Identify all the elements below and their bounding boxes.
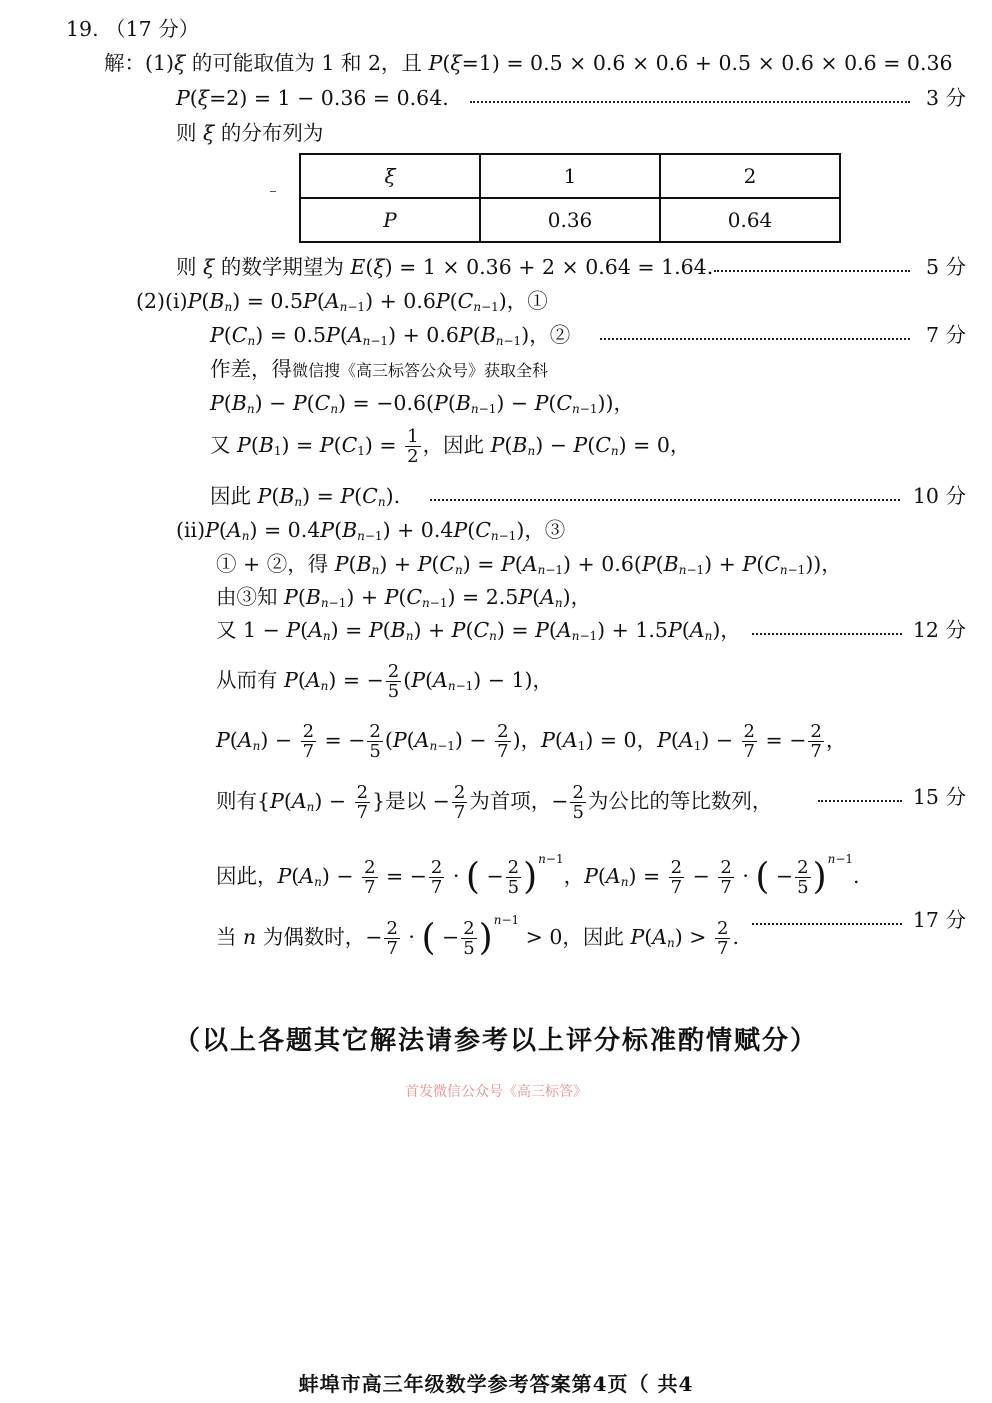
diff-line (210, 355, 548, 385)
text-mid: 为首项， (469, 789, 552, 813)
score-leader-dots (600, 338, 910, 340)
part1-line1: 解：(1)ξ 的可能取值为 1 和 2，且 P(ξ=1) = 0.5 × 0.6 × 0.6 + 0.5 × 0.6 × 0.6 = 0.36 (104, 51, 953, 75)
fraction: $\frac{2}{5}$ (387, 661, 400, 702)
fraction: $\frac{2}{7}$ (302, 721, 315, 762)
distribution-table (299, 153, 841, 243)
text-lead: 又 1 − (216, 618, 287, 642)
know-line: 由③知 $P(B_{n-1}) + P(C_{n-1}) = 2.5P(A_n)$， (216, 585, 592, 610)
text-lead: 因此， (216, 864, 278, 888)
fraction: $\frac{2}{5}$ (797, 857, 809, 898)
expectation-text: 的数学期望为 (220, 255, 351, 279)
part2-ii-lead: (ii) (176, 518, 206, 542)
eq-mark: ，① (506, 289, 548, 313)
text-lead: 由③知 (216, 585, 285, 609)
hence-line: 因此 $P(B_n) = P(C_n)$. (210, 484, 401, 509)
text-lead: 则 (176, 121, 197, 145)
text-lead: 则有 (216, 789, 257, 813)
bottom-watermark: 首发微信公众号《高三标答》 (405, 1084, 587, 1100)
problem-points: （17 分） (105, 17, 200, 41)
eq-mark: ，③ (524, 518, 566, 542)
part1-line3: 则 ξ 的分布列为 (176, 121, 324, 145)
eq2: $P(C_n) = 0.5P(A_{n-1}) + 0.6P(B_{n-1})$，② (210, 323, 571, 348)
text-mid: 为公比的等比数列， (587, 789, 773, 813)
text-mid: > 0，因此 (519, 925, 631, 949)
fraction: $\frac{2}{7}$ (356, 782, 369, 823)
table-tick-mark (270, 191, 276, 192)
distribution-heading: 的分布列为 (220, 121, 324, 145)
possible-values-text: 的可能取值为 1 和 2，且 (191, 51, 429, 75)
part2-lead: (2)(i) (136, 289, 188, 313)
part1-line2: P(ξ=2) = 1 − 0.36 = 0.64. (176, 86, 449, 110)
text-lead: 因此 (210, 484, 258, 508)
score-17: 17 分 (912, 908, 966, 932)
text-mid: 为偶数时， (256, 925, 366, 949)
fraction: $\frac{2}{7}$ (720, 857, 732, 898)
fraction: $\frac{2}{7}$ (497, 721, 509, 762)
table-cell: 0.36 (480, 198, 660, 242)
problem-header (66, 15, 199, 43)
text-lead: 又 (210, 433, 238, 457)
eq-mark: ，② (529, 323, 571, 347)
table-cell: 1 (480, 154, 660, 198)
text-lead: 当 (216, 925, 244, 949)
text-lead: 作差，得 (210, 357, 292, 381)
eq3: $(ii)P(A_n) = 0.4P(B_{n-1}) + 0.4P(C_{n-1})$，③ (176, 518, 566, 543)
fraction: $\frac{2}{7}$ (386, 918, 398, 959)
score-leader-dots (818, 800, 902, 802)
fraction: $\frac{2}{7}$ (670, 857, 683, 898)
initial-cond: 又 $P(B_1) = P(C_1)$ = $\frac{1}{2}$ ，因此 $P(B_n) - P(C_n) = 0$， (210, 426, 691, 467)
again2-line: 又 $1 - P(A_n) = P(B_n) + P(C_n) = P(A_{n-1}) + 1.5P(A_n)$， (216, 618, 741, 643)
fraction: $\frac{2}{5}$ (507, 857, 520, 898)
fraction: $\frac{2}{5}$ (369, 721, 381, 762)
fraction: $\frac{2}{7}$ (364, 857, 376, 898)
prob-xi-2-calc: =2) = 1 − 0.36 = 0.64. (209, 86, 449, 110)
score-10: 10 分 (912, 484, 966, 508)
fraction: $\frac{2}{7}$ (430, 857, 443, 898)
fraction: $\frac{2}{7}$ (743, 721, 755, 762)
text-mid: ，因此 (422, 433, 491, 457)
expectation-calc: ) = 1 × 0.36 + 2 × 0.64 = 1.64. (384, 255, 714, 279)
sequence-line: 则有{$P(A_n)$ − $\frac{2}{7}$ }是以 − $\frac{2}{7}$ 为首项，− $\frac{2}{5}$ 为公比的等比数列， (216, 782, 773, 823)
score-15: 15 分 (912, 785, 966, 809)
closing-note: （以上各题其它解法请参考以上评分标准酌情赋分） (173, 1026, 818, 1056)
text-lead: 则 (176, 255, 197, 279)
fraction: $\frac{2}{5}$ (572, 782, 584, 823)
score-7: 7 分 (925, 323, 966, 347)
general-term-line: 因此，$P(A_n)$ − $\frac{2}{7}$ = − $\frac{2}{7}$ · ( − $\frac{2}{5}$ )$^{n-1}$，$P(A_n)$ = $\frac{2}{7}$ − $\frac{2}{7}$ · ( − $\frac{2}{5}$ )$^{n-1}$. (216, 852, 860, 898)
even-case-line: 当 n 为偶数时，− $\frac{2}{7}$ · ( − $\frac{2}{5}$ )$^{n-1}$ > 0，因此 $P(A_n)$ > $\frac{2}{7}$ . (216, 913, 739, 959)
problem-number: 19. (66, 17, 99, 41)
inline-watermark: 微信搜《高三标答公众号》获取全科 (292, 361, 549, 380)
fraction: $\frac{2}{7}$ (453, 782, 466, 823)
score-3: 3 分 (925, 86, 966, 110)
sum-line: ① + ②，得 $P(B_n) + P(C_n) = P(A_{n-1}) + 0.6(P(B_{n-1}) + P(C_{n-1}))$， (216, 552, 842, 577)
eq1: $(2)(i)P(B_n) = 0.5P(A_{n-1}) + 0.6P(C_{n-1})$，① (136, 289, 548, 314)
score-leader-dots (470, 101, 910, 103)
page-footer: 蚌埠市高三年级数学参考答案第4页（ 共4 (298, 1372, 694, 1396)
diff-eq: $P(B_n) - P(C_n) = -0.6(P(B_{n-1}) - P(C_{n-1}))$， (210, 391, 634, 416)
text-lead: 从而有 (216, 668, 285, 692)
table-cell: P (300, 198, 480, 242)
score-leader-dots (752, 633, 902, 635)
table-cell: ξ (300, 154, 480, 198)
text-mid: 是以 (385, 789, 433, 813)
score-5: 5 分 (925, 255, 966, 279)
prob-xi-1-calc: =1) = 0.5 × 0.6 × 0.6 + 0.5 × 0.6 × 0.6 = 0.36 (461, 51, 953, 75)
score-leader-dots (714, 270, 910, 272)
part1-expectation: 则 ξ 的数学期望为 E(ξ) = 1 × 0.36 + 2 × 0.64 = 1.64. (176, 255, 714, 279)
fraction: $\frac{1}{2}$ (407, 426, 419, 467)
score-leader-dots (752, 923, 902, 925)
fraction: $\frac{2}{7}$ (810, 721, 822, 762)
fraction: $\frac{2}{7}$ (717, 918, 729, 959)
table-cell: 2 (660, 154, 840, 198)
text-lead: ① + ②，得 (216, 552, 335, 576)
text-tail: = 0， (626, 433, 691, 457)
table-row (300, 198, 840, 242)
solution-lead: 解：(1) (104, 51, 175, 75)
table-cell: 0.64 (660, 198, 840, 242)
thus-line: 从而有 $P(A_n)$ = − $\frac{2}{5}$ $(P(A_{n-1}) - 1)$， (216, 661, 554, 702)
table-row (300, 154, 840, 198)
score-12: 12 分 (912, 618, 966, 642)
shift-line: $P(A_n)$ − $\frac{2}{7}$ = − $\frac{2}{5}$ ($P(A_{n-1})$ − $\frac{2}{7}$ )，$P(A_1) = 0$，$P(A_1)$ − $\frac{2}{7}$ = − $\frac{2}{7}$ ， (216, 721, 847, 762)
fraction: $\frac{2}{5}$ (463, 918, 475, 959)
score-leader-dots (430, 499, 900, 501)
